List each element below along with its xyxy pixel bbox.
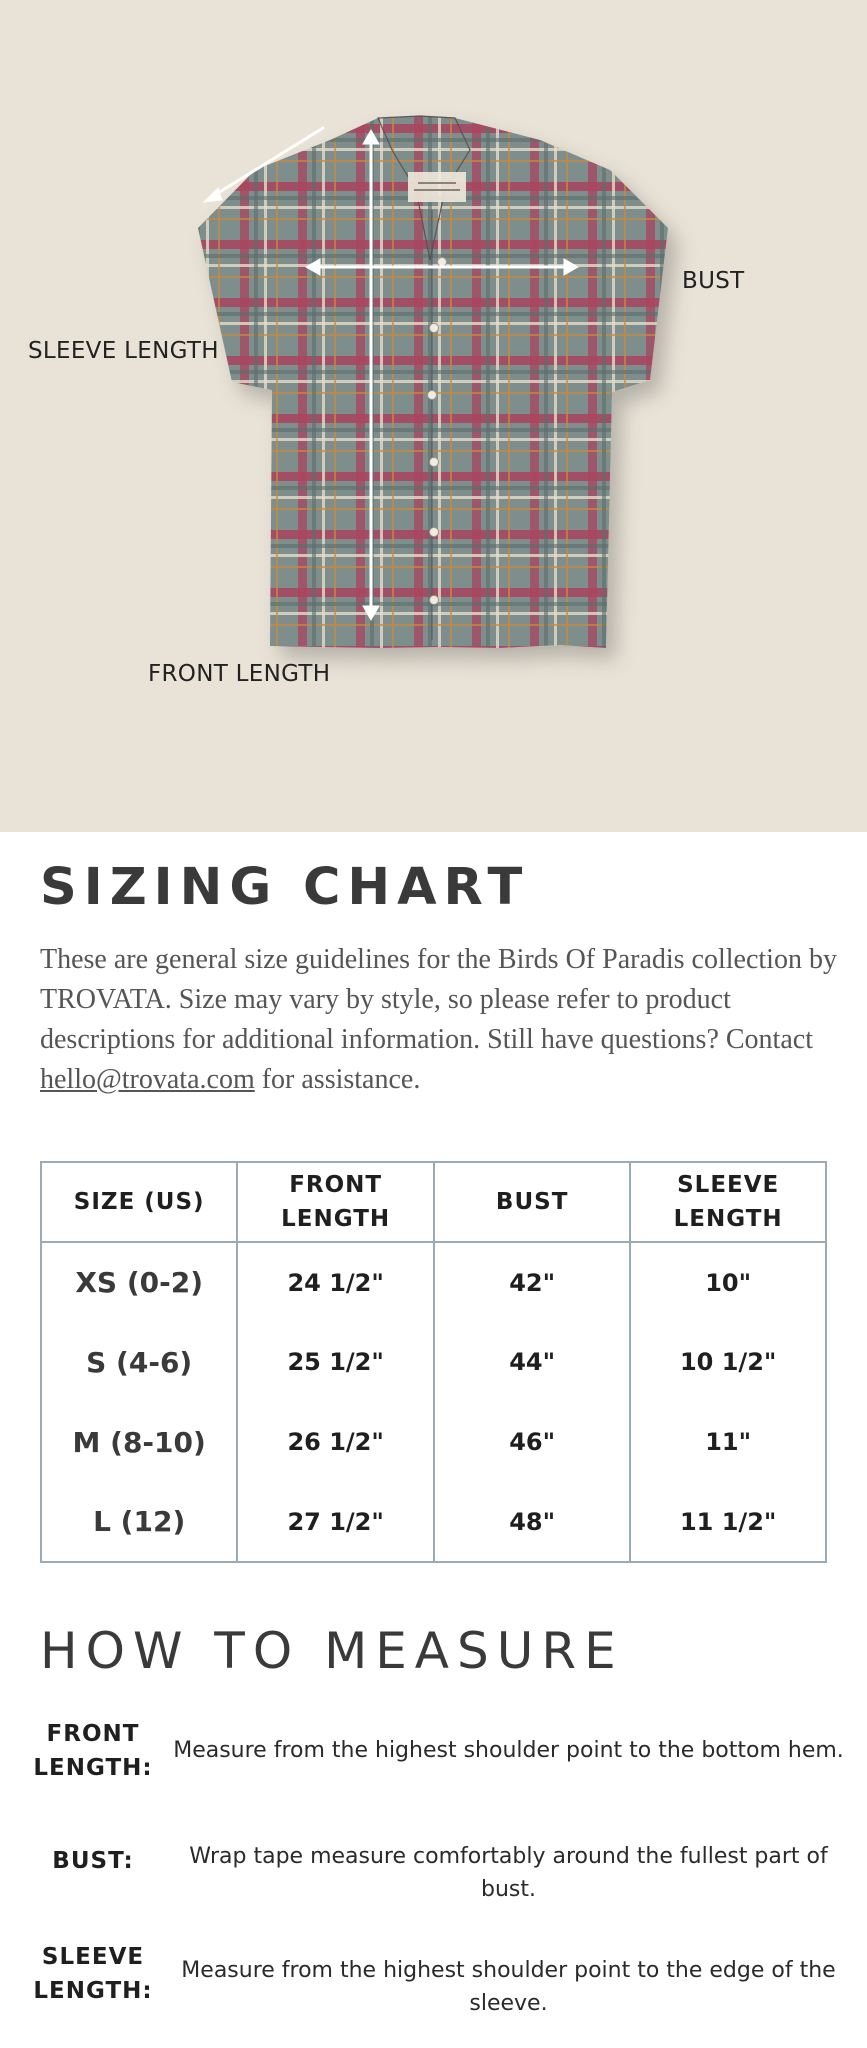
measure-item-sleeve-length [20,1940,847,2020]
header-front-length: FRONT LENGTH [237,1162,434,1242]
measure-term: BUST: [52,1848,134,1874]
table-row [41,1482,826,1562]
header-size: SIZE (US) [41,1162,237,1242]
front-length-cell: 27 1/2" [237,1482,434,1562]
sleeve-length-cell: 10 1/2" [630,1322,826,1402]
measure-description: Measure from the highest shoulder point to the bottom hem. [173,1738,844,1763]
measurement-diagram [0,0,867,832]
table-row [41,1402,826,1482]
measure-item-bust [20,1826,847,1906]
measure-term: FRONT LENGTH: [33,1721,153,1781]
header-sleeve-length: SLEEVE LENGTH [630,1162,826,1242]
sleeve-length-cell: 11" [630,1402,826,1482]
size-cell: M (8-10) [41,1402,237,1482]
sleeve-length-cell: 10" [630,1242,826,1322]
table-header-row [41,1162,826,1242]
table-row [41,1242,826,1322]
contact-email-link[interactable]: hello@trovata.com [40,1064,255,1095]
measure-term: SLEEVE LENGTH: [33,1944,153,2004]
measure-description: Measure from the highest shoulder point to the edge of the sleeve. [181,1958,836,2016]
bust-diagram-label: BUST [682,268,745,294]
how-to-measure-title: HOW TO MEASURE [40,1622,624,1680]
plaid-shirt-image [0,0,867,832]
bust-cell: 46" [434,1402,630,1482]
table-row [41,1322,826,1402]
sizing-table [40,1161,827,1563]
bust-cell: 44" [434,1322,630,1402]
front-length-diagram-label: FRONT LENGTH [148,661,331,687]
bust-cell: 42" [434,1242,630,1322]
measure-item-front-length [20,1712,847,1792]
sleeve-length-cell: 11 1/2" [630,1482,826,1562]
intro-suffix: for assistance. [254,1064,421,1095]
measure-description: Wrap tape measure comfortably around the fullest part of bust. [189,1844,828,1902]
size-cell: S (4-6) [41,1322,237,1402]
intro-text: These are general size guidelines for the Birds Of Paradis collection by TROVATA. Size may vary by style, so please refer to product descriptions for additional information. Still have questions? Contact [40,944,837,1055]
bust-cell: 48" [434,1482,630,1562]
size-cell: L (12) [41,1482,237,1562]
header-bust: BUST [434,1162,630,1242]
front-length-cell: 24 1/2" [237,1242,434,1322]
sleeve-length-diagram-label: SLEEVE LENGTH [28,338,219,364]
intro-paragraph [40,940,840,1100]
front-length-cell: 26 1/2" [237,1402,434,1482]
front-length-cell: 25 1/2" [237,1322,434,1402]
size-cell: XS (0-2) [41,1242,237,1322]
page-title: SIZING CHART [40,858,530,917]
